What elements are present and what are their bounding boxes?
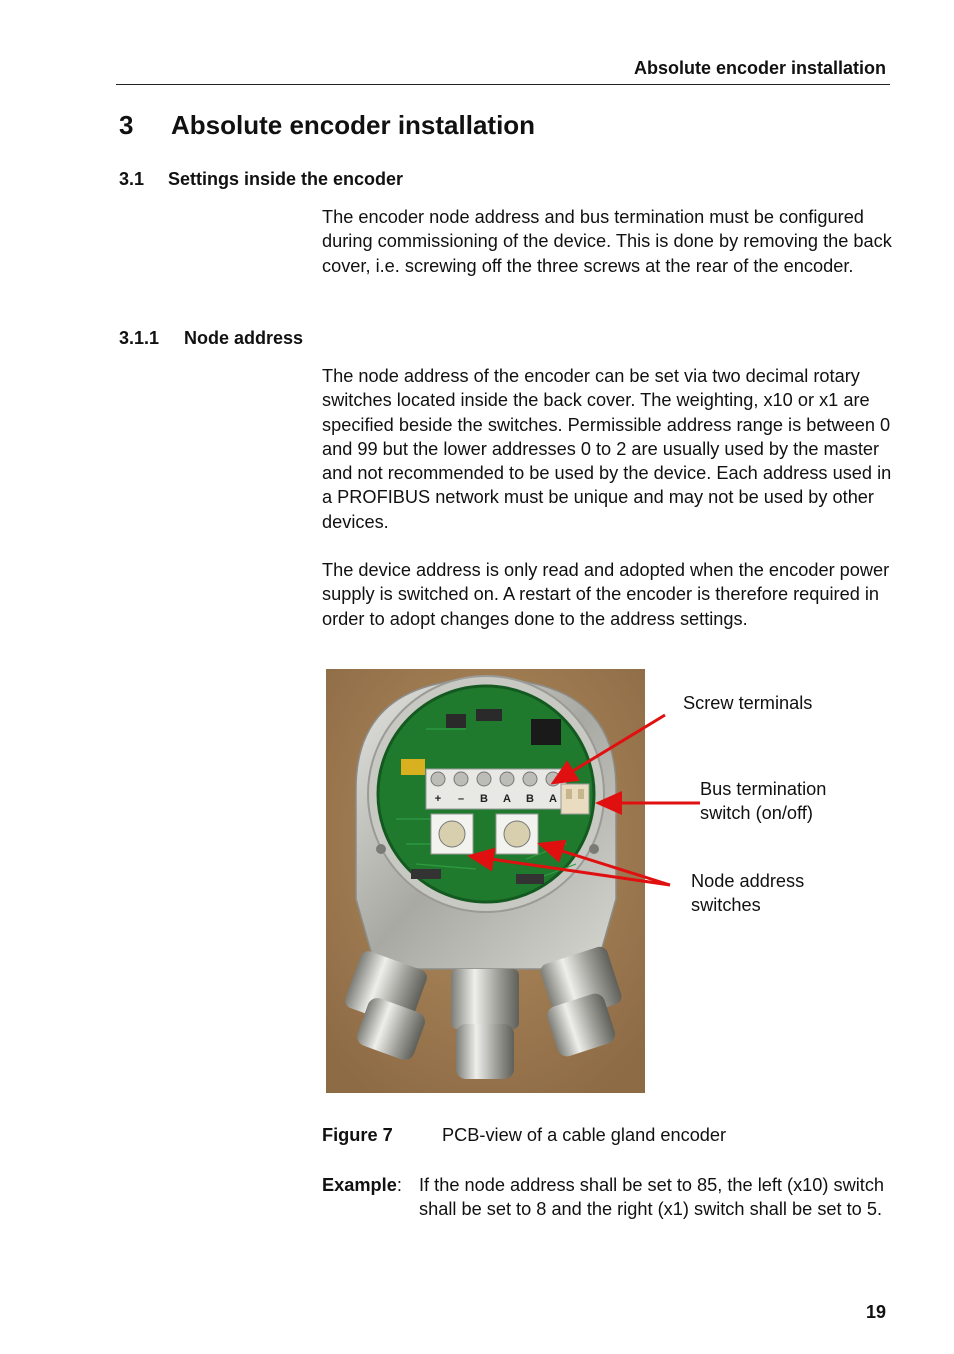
running-header: Absolute encoder installation — [633, 58, 886, 78]
section-paragraph: The encoder node address and bus termination must be configured during commissioning of the device. This is done by removing the back cover, i.e. screwing off the three screws at the rear of the encoder. — [322, 207, 892, 276]
example-label — [322, 1173, 402, 1197]
example-text: If the node address shall be set to 85, the left (x10) switch shall be set to 8 and the right (x1) switch shall be set to 5. — [419, 1175, 885, 1220]
terminal-label: B — [480, 793, 488, 805]
terminal-label: + — [434, 793, 442, 805]
example-label-text: Example — [322, 1175, 397, 1195]
callout-bus-termination-line2: switch (on/off) — [700, 803, 813, 824]
arrow-node-address-right — [540, 844, 670, 885]
chapter-title: Absolute encoder installation — [171, 110, 536, 140]
chapter-number: 3 — [119, 110, 134, 140]
figure-caption — [322, 1125, 726, 1146]
example-label-sep: : — [396, 1175, 402, 1195]
subsection-paragraph-2: The device address is only read and adopted when the encoder power supply is switched on. A restart of the encoder is therefore required in order to adopt changes done to the address settings. — [322, 560, 890, 629]
subsection-paragraph-1: The node address of the encoder can be set via two decimal rotary switches located inside the back cover. The weighting, x10 or x1 are specified beside the switches. Permissible address range is between 0 and 99 but the lower addresses 0 to 2 are usually used by the master and not recommended to be used by the device. Each address used in a PROFIBUS network must be unique and may not be used by other devices. — [322, 366, 892, 532]
terminal-label: – — [457, 793, 465, 805]
terminal-label: A — [549, 793, 557, 805]
callout-node-address-line1: Node address — [691, 871, 805, 891]
callout-node-address — [691, 869, 804, 918]
page-number: 19 — [865, 1302, 886, 1322]
terminal-label: B — [526, 793, 534, 805]
arrow-screw-terminals — [553, 715, 665, 783]
figure-caption-label: Figure 7 — [322, 1125, 393, 1145]
subsection-number: 3.1.1 — [119, 328, 160, 348]
terminal-label: A — [503, 793, 511, 805]
callout-screw-terminals: Screw terminals — [683, 693, 813, 713]
arrow-node-address-left — [470, 856, 670, 885]
callout-bus-termination — [700, 777, 826, 826]
section-number: 3.1 — [119, 169, 145, 189]
example-block — [322, 1173, 892, 1253]
callout-bus-termination-line1: Bus termination — [700, 779, 827, 799]
section-title: Settings inside the encoder — [168, 169, 404, 189]
figure-caption-text: PCB-view of a cable gland encoder — [442, 1125, 727, 1145]
callout-node-address-line2: switches — [691, 895, 761, 916]
subsection-title: Node address — [184, 328, 304, 348]
